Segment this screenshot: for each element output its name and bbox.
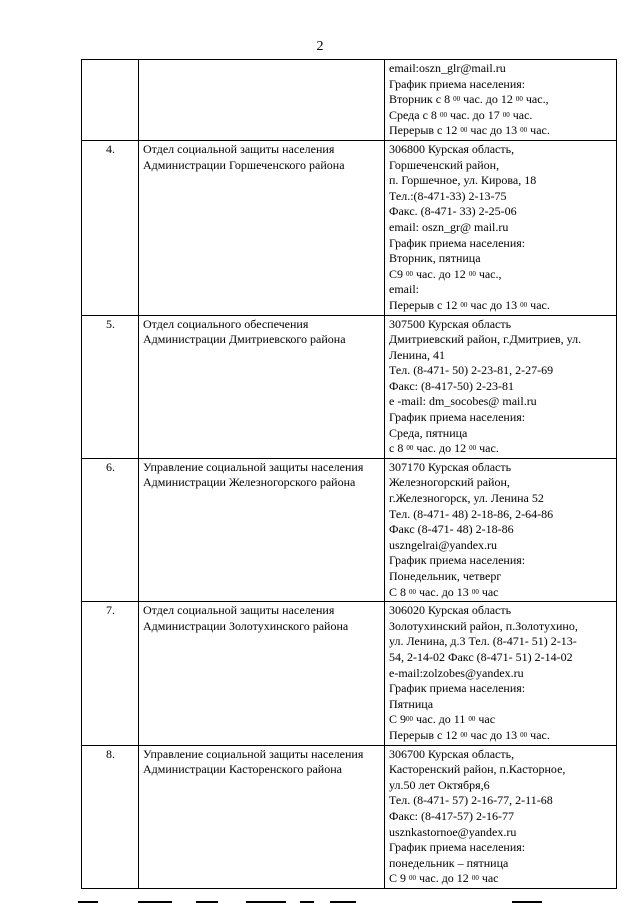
table-row (82, 602, 617, 745)
contact-text: час. до 12 (416, 871, 472, 886)
contact-line (389, 251, 613, 267)
scan-edge-artifact (0, 899, 640, 905)
contact-text: час. до 12 (413, 441, 470, 456)
contact-text: Тел.:(8-471-33) 2-13-75 (389, 188, 507, 203)
table-row (82, 140, 617, 315)
contact-line (389, 697, 613, 713)
contact-line (389, 507, 613, 523)
contact-text: Понедельник, четверг (389, 569, 502, 583)
department-name: Отдел социальной защиты населения Администрации Горшеченского района (139, 140, 385, 315)
department-name: Отдел социальной защиты населения Администрации Золотухинского района (139, 602, 385, 745)
time-minutes-superscript: 00 (520, 126, 528, 135)
contact-text: Вторник с 8 (389, 92, 454, 107)
contact-text: г.Железногорск, ул. Ленина 52 (389, 491, 544, 506)
time-minutes-superscript: 00 (409, 874, 417, 883)
time-minutes-superscript: 00 (406, 715, 414, 724)
contact-text: График приема населения: (389, 553, 526, 568)
contact-text: час до 13 (467, 297, 521, 312)
contact-text: 307500 Курская область (389, 316, 512, 331)
contact-text: e -mail: dm_socobes@ mail.ru (389, 394, 537, 409)
contact-text: час (478, 871, 499, 886)
time-minutes-superscript: 00 (460, 300, 468, 309)
department-name: Управление социальной защиты населения Администрации Железногорского района (139, 458, 385, 601)
time-minutes-superscript: 00 (460, 126, 468, 135)
contact-text: Золотухинский район, п.Золотухино, (389, 618, 578, 633)
table-body (82, 60, 617, 889)
contact-text: График приема населения: (389, 76, 526, 91)
contact-info (385, 140, 617, 315)
contact-text: Дмитриевский район, г.Дмитриев, ул. (389, 332, 582, 347)
contact-line (389, 762, 613, 778)
contact-text: Тел. (8-471- 48) 2-18-86, 2-64-86 (389, 506, 554, 521)
contact-text: ул. Ленина, д.3 Тел. (8-471- 51) 2-13- (389, 634, 577, 649)
contact-text: час. (527, 727, 550, 742)
contact-text: час. до 13 (416, 584, 472, 599)
contact-line (389, 92, 613, 108)
row-number (82, 60, 139, 141)
row-number: 7. (82, 602, 139, 745)
contact-line (389, 348, 613, 364)
contact-text: Горшеченский район, (389, 157, 500, 172)
contact-line (389, 282, 613, 298)
contact-text: Перерыв с 12 (389, 727, 461, 742)
contact-line (389, 363, 613, 379)
row-number: 5. (82, 315, 139, 458)
contact-text: час. до 12 (460, 92, 516, 107)
contact-text: График приема населения: (389, 681, 526, 696)
contact-text: Касторенский район, п.Касторное, (389, 762, 566, 777)
contact-text: час (478, 584, 499, 599)
contact-text: час. (509, 107, 533, 122)
time-minutes-superscript: 00 (468, 269, 476, 278)
time-minutes-superscript: 00 (520, 300, 528, 309)
contact-text: 306020 Курская область (389, 603, 512, 618)
contact-line (389, 522, 613, 538)
contact-line (389, 173, 613, 189)
contact-info (385, 315, 617, 458)
contact-line (389, 298, 613, 314)
contact-text: email:oszn_glr@mail.ru (389, 61, 506, 75)
contact-text: час. до 17 (446, 107, 503, 122)
contact-text: Пятница (389, 696, 434, 711)
time-minutes-superscript: 00 (439, 110, 447, 119)
contact-line (389, 142, 613, 158)
contact-line (389, 728, 613, 744)
contact-line (389, 204, 613, 220)
contact-text: 54, 2-14-02 Факс (8-471- 51) 2-14-02 (389, 649, 573, 664)
contact-text: час., (522, 92, 549, 107)
contact-line (389, 871, 613, 887)
contact-line (389, 809, 613, 825)
contact-text: п. Горшечное, ул. Кирова, 18 (389, 173, 537, 188)
time-minutes-superscript: 00 (406, 269, 414, 278)
contact-text: с 8 (389, 441, 407, 456)
contact-text: e-mail:zolzobes@yandex.ru (389, 665, 524, 680)
row-number: 6. (82, 458, 139, 601)
contact-line (389, 650, 613, 666)
contact-line (389, 236, 613, 252)
contact-line (389, 603, 613, 619)
contact-text: ул.50 лет Октября,6 (389, 777, 490, 792)
contact-text: С 9 (389, 712, 407, 727)
contact-text: час., (475, 266, 502, 281)
contact-text: Перерыв с 12 (389, 297, 461, 312)
department-name: Отдел социального обеспечения Администрации Дмитриевского района (139, 315, 385, 458)
time-minutes-superscript: 00 (460, 730, 468, 739)
contact-line (389, 441, 613, 457)
contact-info (385, 60, 617, 141)
contact-text: час (475, 712, 496, 727)
contact-text: 307170 Курская область (389, 459, 512, 474)
contact-text: Среда с 8 (389, 107, 440, 122)
contact-line (389, 317, 613, 333)
contact-text: Среда, пятница (389, 425, 468, 440)
contact-text: С 8 (389, 584, 410, 599)
contact-line (389, 460, 613, 476)
contact-line (389, 61, 613, 77)
contact-text: Вторник, пятница (389, 251, 481, 266)
contact-line (389, 553, 613, 569)
time-minutes-superscript: 00 (468, 715, 476, 724)
contact-line (389, 747, 613, 763)
contact-info (385, 602, 617, 745)
row-number: 8. (82, 745, 139, 888)
contact-line (389, 158, 613, 174)
time-minutes-superscript: 00 (409, 587, 417, 596)
time-minutes-superscript: 00 (520, 730, 528, 739)
contact-text: График приема населения: (389, 840, 526, 855)
contact-line (389, 77, 613, 93)
contact-text: График приема населения: (389, 235, 526, 250)
table-row (82, 315, 617, 458)
contact-line (389, 475, 613, 491)
contact-line (389, 220, 613, 236)
contact-text: 306700 Курская область, (389, 746, 515, 761)
contact-line (389, 538, 613, 554)
contact-text: час. (476, 441, 499, 456)
department-name: Управление социальной защиты населения Администрации Касторенского района (139, 745, 385, 888)
contact-text: Факс (8-471- 48) 2-18-86 (389, 522, 514, 537)
contact-text: Факс. (8-471- 33) 2-25-06 (389, 204, 517, 219)
contact-text: час. до 12 (413, 266, 469, 281)
contact-text: час. до 11 (413, 712, 469, 727)
time-minutes-superscript: 00 (406, 444, 414, 453)
contact-info (385, 458, 617, 601)
time-minutes-superscript: 00 (453, 95, 461, 104)
time-minutes-superscript: 00 (469, 444, 477, 453)
contact-line (389, 793, 613, 809)
contact-text: График приема населения: (389, 410, 526, 425)
contact-text: понедельник – пятница (389, 855, 509, 870)
contact-line (389, 332, 613, 348)
contact-line (389, 410, 613, 426)
time-minutes-superscript: 00 (471, 874, 479, 883)
contact-line (389, 426, 613, 442)
table-row (82, 60, 617, 141)
contact-text: email: (389, 282, 419, 297)
contact-line (389, 778, 613, 794)
table-row (82, 458, 617, 601)
contact-line (389, 681, 613, 697)
contact-line (389, 825, 613, 841)
contact-text: час до 13 (467, 123, 521, 138)
contact-line (389, 619, 613, 635)
contact-text: час. (527, 297, 550, 312)
contact-line (389, 491, 613, 507)
contact-text: час до 13 (467, 727, 521, 742)
contact-line (389, 394, 613, 410)
contact-line (389, 379, 613, 395)
contact-text: Ленина, 41 (389, 347, 445, 362)
contact-text: Тел. (8-471- 50) 2-23-81, 2-27-69 (389, 363, 554, 378)
contact-text: Железногорский район, (389, 475, 510, 490)
page-number: 2 (316, 39, 324, 54)
contact-text: Факс: (8-417-50) 2-23-81 (389, 378, 514, 393)
time-minutes-superscript: 00 (502, 110, 510, 119)
contact-line (389, 189, 613, 205)
contact-line (389, 569, 613, 585)
contact-text: Факс: (8-417-57) 2-16-77 (389, 808, 514, 823)
contact-line (389, 840, 613, 856)
contact-line (389, 108, 613, 124)
contact-line (389, 712, 613, 728)
contact-text: uszngelrai@yandex.ru (389, 537, 498, 552)
row-number: 4. (82, 140, 139, 315)
contact-line (389, 123, 613, 139)
contact-text: email: oszn_gr@ mail.ru (389, 219, 509, 234)
contact-line (389, 634, 613, 650)
contact-text: час. (527, 123, 550, 138)
contact-text: Перерыв с 12 (389, 123, 461, 138)
time-minutes-superscript: 00 (471, 587, 479, 596)
table-row (82, 745, 617, 888)
contact-info (385, 745, 617, 888)
time-minutes-superscript: 00 (515, 95, 523, 104)
departments-table (81, 59, 617, 889)
department-name (139, 60, 385, 141)
contact-text: 306800 Курская область, (389, 141, 515, 156)
contact-line (389, 267, 613, 283)
contact-line (389, 666, 613, 682)
contact-line (389, 856, 613, 872)
contact-line (389, 585, 613, 601)
contact-text: С9 (389, 266, 407, 281)
contact-text: usznkastornoe@yandex.ru (389, 824, 517, 839)
contact-text: Тел. (8-471- 57) 2-16-77, 2-11-68 (389, 793, 553, 808)
contact-text: С 9 (389, 871, 410, 886)
